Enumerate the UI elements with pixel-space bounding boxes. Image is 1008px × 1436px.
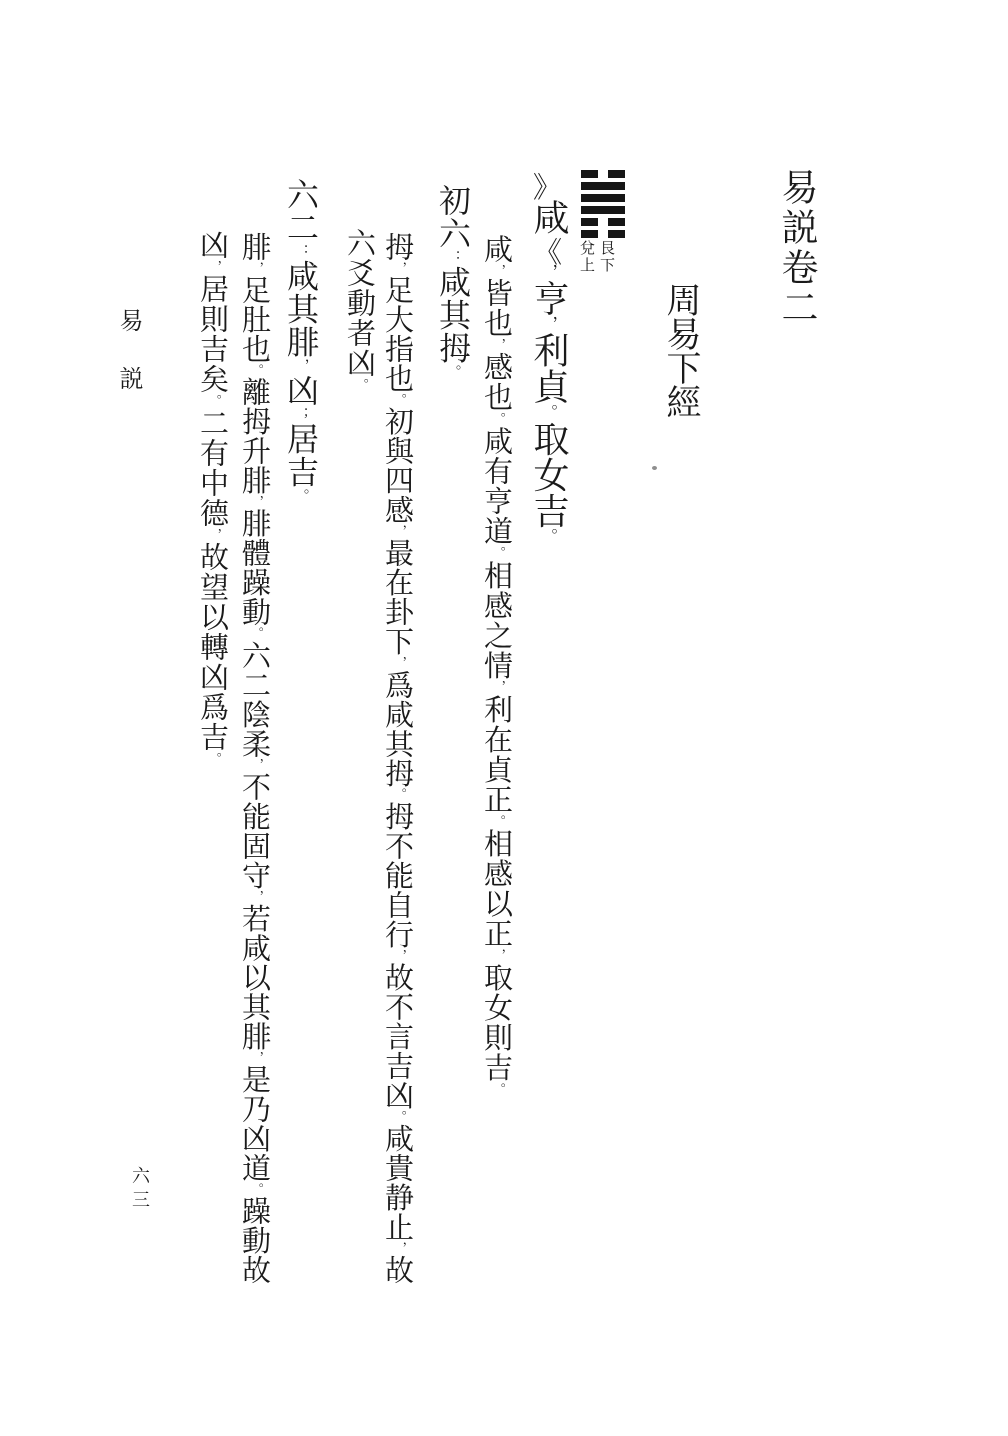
commentary-judgment: 咸，皆也，感也。咸有亨道。相感之情，利在貞正。相感以正，取女則吉。: [480, 234, 514, 1097]
commentary-line2-col-b: 凶，居則吉矣。二有中德，故望以轉凶爲吉。: [196, 230, 230, 767]
hexagram-figure: [581, 170, 625, 238]
commentary-line1-col-b: 六爻動者凶。: [343, 228, 377, 393]
running-title: 易説: [115, 308, 143, 424]
hexagram-line-4-yang: [581, 194, 625, 202]
hexagram-line-6-yin: [581, 170, 625, 178]
trigram-label-lower: 艮下: [598, 240, 616, 274]
volume-title: 易説卷二: [775, 168, 818, 328]
section-title: 周易下經: [661, 282, 701, 418]
line-statement-1: 初六：咸其拇。: [434, 184, 472, 380]
hexagram-line-2-yin: [581, 218, 625, 226]
scan-speck: [652, 466, 657, 470]
trigram-label-upper: 兌上: [578, 240, 596, 274]
commentary-line1-col-a: 拇，足大指也。初與四感，最在卦下，爲咸其拇。拇不能自行，故不言吉凶。咸貴静止，故: [381, 232, 415, 1285]
page-number: 六三: [129, 1166, 150, 1214]
hexagram-line-1-yin: [581, 230, 625, 238]
hexagram-line-3-yang: [581, 206, 625, 214]
commentary-line2-col-a: 腓，足肚也。離拇升腓，腓體躁動。六二陰柔，不能固守，若咸以其腓，是乃凶道。躁動故: [238, 232, 272, 1285]
line-statement-2: 六二：咸其腓，凶；居吉。: [282, 178, 320, 504]
judgment-text: 《咸》，亨，利貞。取女吉。: [528, 167, 569, 545]
hexagram-line-5-yang: [581, 182, 625, 190]
